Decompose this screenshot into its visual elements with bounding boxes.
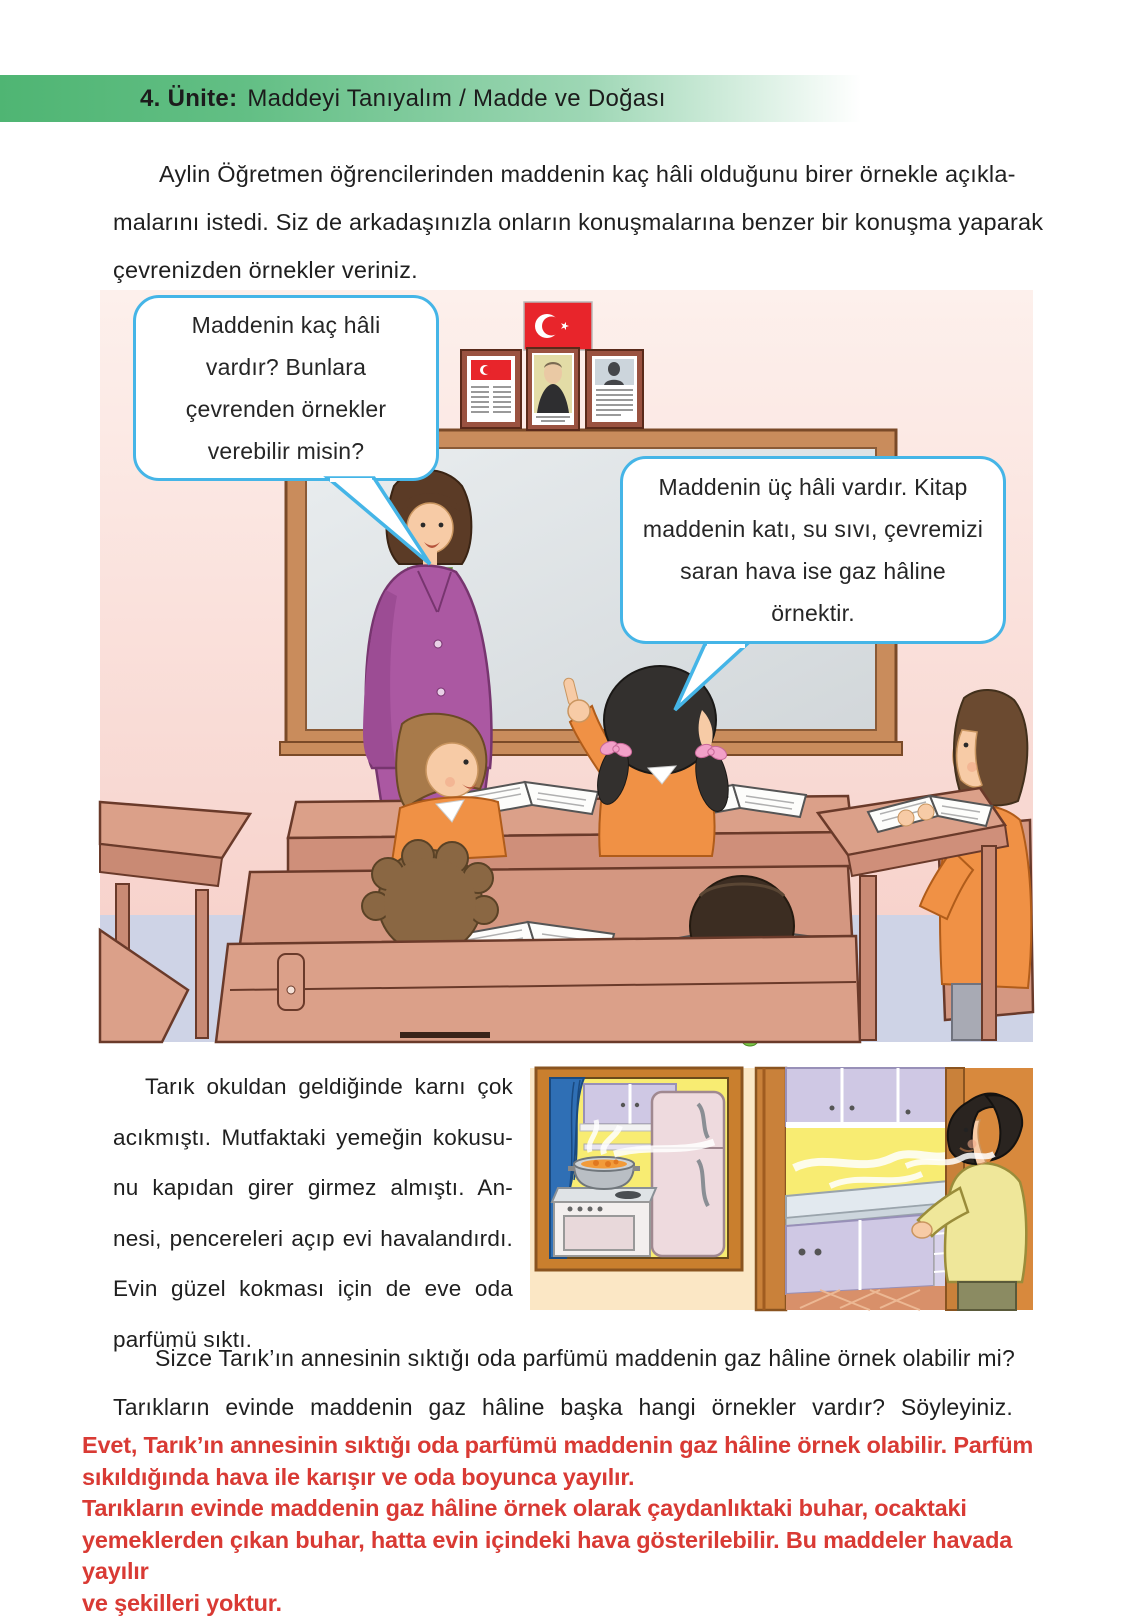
intro-paragraph	[113, 150, 1013, 294]
bubble-line: Maddenin kaç hâli	[136, 304, 436, 346]
kitchen-window-view	[536, 1068, 742, 1270]
stove	[552, 1188, 656, 1256]
unit-number: 4. Ünite:	[140, 85, 237, 113]
text-line: Tarık okuldan geldiğinde karnı çok	[113, 1062, 513, 1113]
bubble-line: vardır? Bunlara	[136, 346, 436, 388]
answer-text	[82, 1430, 1072, 1619]
fridge	[652, 1092, 724, 1256]
bubble-line: örnektir.	[623, 592, 1003, 634]
bubble-line: çevrenden örnekler	[136, 388, 436, 430]
answer-line: sıkıldığında hava ile karışır ve oda boyunca yayılır.	[82, 1462, 1072, 1494]
kitchen-scene	[530, 1068, 1033, 1310]
student-bubble-tail	[645, 644, 755, 714]
teacher-speech-bubble	[133, 295, 439, 481]
text-line: acıkmıştı. Mutfaktaki yemeğin kokusu-	[113, 1113, 513, 1164]
door-frame	[756, 1068, 786, 1310]
text-line: Aylin Öğretmen öğrencilerinden maddenin kaç hâli olduğunu birer örnekle açıkla-	[113, 150, 1013, 198]
istiklal-marsi-poster	[461, 350, 521, 428]
bubble-line: Maddenin üç hâli vardır. Kitap	[623, 466, 1003, 508]
text-line: nu kapıdan girer girmez almıştı. An-	[113, 1163, 513, 1214]
question-1: Sizce Tarık’ın annesinin sıktığı oda parfümü maddenin gaz hâline örnek olabilir mi?	[113, 1345, 1013, 1372]
text-line: malarını istedi. Siz de arkadaşınızla onların konuşmalarına benzer bir konuşma yaparak	[113, 198, 1013, 246]
question-2: Tarıkların evinde maddenin gaz hâline başka hangi örnekler vardır? Söyleyiniz.	[113, 1394, 1013, 1421]
genclige-hitabe-poster	[586, 350, 643, 428]
tarik-paragraph	[113, 1062, 513, 1365]
bubble-line: verebilir misin?	[136, 430, 436, 472]
unit-title: Maddeyi Tanıyalım / Madde ve Doğası	[247, 85, 665, 113]
text-line: Evin güzel kokması için de eve oda	[113, 1264, 513, 1315]
ataturk-portrait	[527, 348, 579, 430]
answer-line: Evet, Tarık’ın annesinin sıktığı oda parfümü maddenin gaz hâline örnek olabilir. Parfüm	[82, 1430, 1072, 1462]
kitchen-right-room	[786, 1068, 960, 1310]
text-line: parfümü sıktı.	[113, 1315, 513, 1366]
text-line: çevrenizden örnekler veriniz.	[113, 246, 1013, 294]
kitchen-illustration	[530, 1068, 1033, 1310]
answer-line: Tarıkların evinde maddenin gaz hâline örnek olarak çaydanlıktaki buhar, ocaktaki	[82, 1493, 1072, 1525]
desk-row-near	[216, 936, 860, 1042]
text-line: nesi, pencereleri açıp evi havalandırdı.	[113, 1214, 513, 1265]
answer-line: yemeklerden çıkan buhar, hatta evin içindeki hava gösterilebilir. Bu maddeler havada yayılır	[82, 1525, 1072, 1588]
bubble-line: saran hava ise gaz hâline	[623, 550, 1003, 592]
unit-header	[0, 75, 1133, 122]
classroom-illustration	[100, 290, 1033, 1042]
answer-line: ve şekilleri yoktur.	[82, 1588, 1072, 1619]
teacher-bubble-tail	[290, 478, 440, 568]
student-speech-bubble	[620, 456, 1006, 644]
turkish-flag-icon	[524, 302, 592, 350]
bubble-line: maddenin katı, su sıvı, çevremizi	[623, 508, 1003, 550]
